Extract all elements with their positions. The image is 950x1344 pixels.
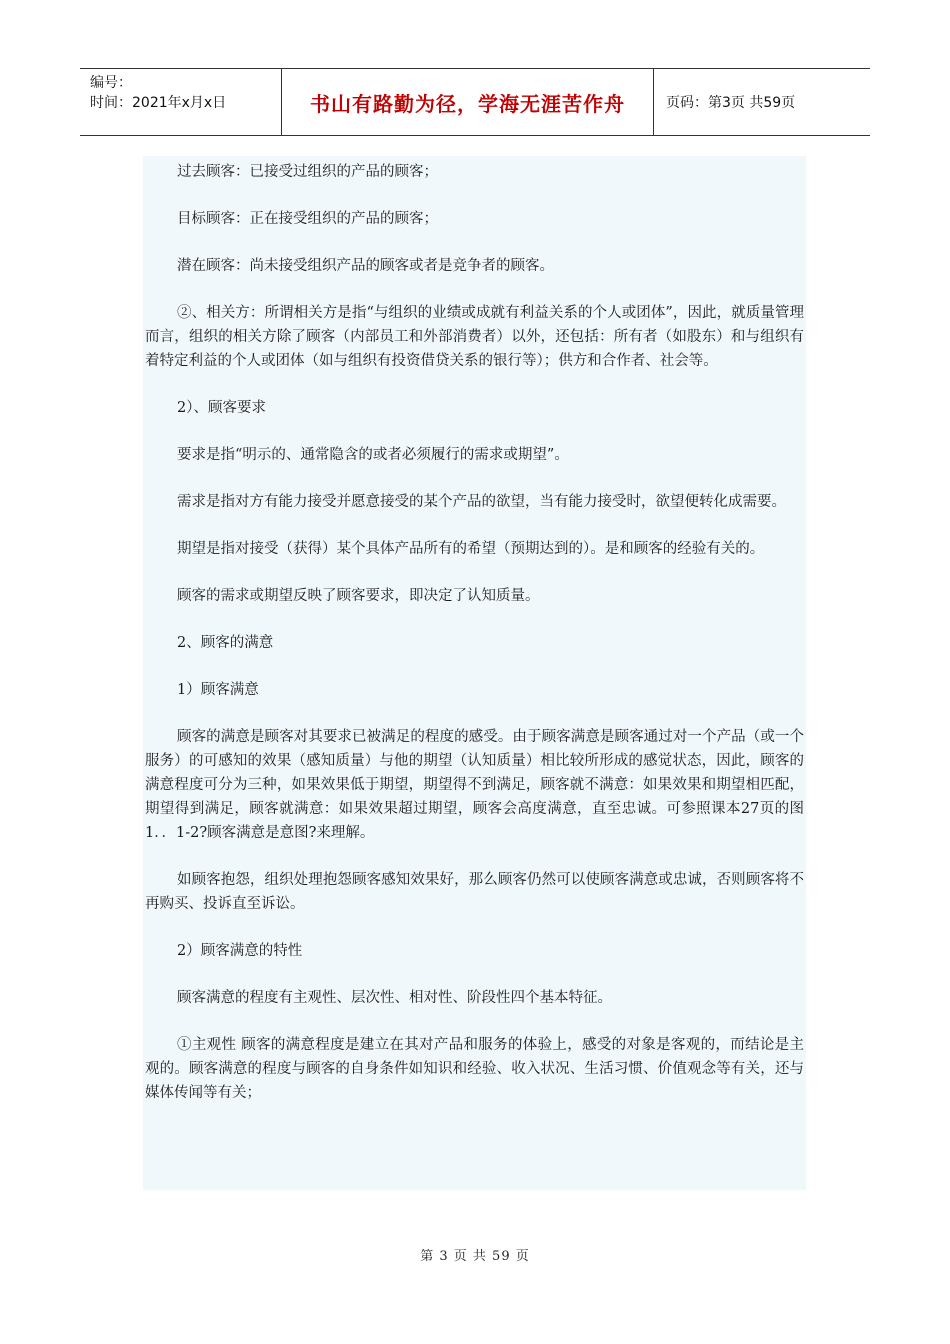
paragraph: 顾客满意的程度有主观性、层次性、相对性、阶段性四个基本特征。 — [177, 990, 612, 1006]
paragraph: 期望是指对接受（获得）某个具体产品所有的希望（预期达到的）。是和顾客的经验有关的。 — [177, 541, 765, 557]
paragraph: 需求是指对方有能力接受并愿意接受的某个产品的欲望，当有能力接受时，欲望便转化成需要。 — [177, 494, 786, 510]
page-footer: 第 3 页 共 59 页 — [420, 1249, 530, 1264]
section-heading: 2）顾客满意的特性 — [177, 943, 303, 959]
section-heading: 2、顾客的满意 — [177, 635, 274, 651]
paragraph: 潜在顾客：尚未接受组织产品的顾客或者是竞争者的顾客。 — [177, 258, 554, 274]
paragraph: ①主观性 顾客的满意程度是建立在其对产品和服务的体验上，感受的对象是客观的，而结论是主观的。顾客满意的程度与顾客的自身条件如知识和经验、收入状况、生活习惯、价值观念等有关，还与媒体传闻等有关； — [145, 1037, 804, 1101]
paragraph: 如顾客抱怨，组织处理抱怨顾客感知效果好，那么顾客仍然可以使顾客满意或忠诚，否则顾客将不再购买、投诉直至诉讼。 — [145, 872, 804, 912]
header-page-info: 页码：第3页 共59页 — [666, 95, 796, 111]
page-header — [80, 68, 870, 136]
header-meta — [80, 69, 282, 135]
serial-label: 编号： — [90, 75, 132, 91]
time-label: 时间：2021年x月x日 — [90, 95, 227, 111]
paragraph: 顾客的满意是顾客对其要求已被满足的程度的感受。由于顾客满意是顾客通过对一个产品（或一个服务）的可感知的效果（感知质量）与他的期望（认知质量）相比较所形成的感觉状态，因此，顾客的满意程度可分为三种，如果效果低于期望，期望得不到满足，顾客就不满意：如果效果和期望相匹配，期望得到满足，顾客就满意：如果效果超过期望，顾客会高度满意，直至忠诚。可参照课本27页的图1．．1-2?顾客满意是意图?来理解。 — [145, 729, 804, 841]
document-body — [143, 156, 806, 1190]
paragraph: 顾客的需求或期望反映了顾客要求，即决定了认知质量。 — [177, 588, 540, 604]
paragraph: 要求是指“明示的、通常隐含的或者必须履行的需求或期望”。 — [177, 447, 569, 463]
paragraph: 目标顾客：正在接受组织的产品的顾客； — [177, 211, 438, 227]
paragraph: ②、相关方：所谓相关方是指“与组织的业绩或成就有利益关系的个人或团体”，因此，就质量管理而言，组织的相关方除了顾客（内部员工和外部消费者）以外，还包括：所有者（如股东）和与组织有着特定利益的个人或团体（如与组织有投资借贷关系的银行等）；供方和合作者、社会等。 — [145, 305, 804, 369]
header-motto: 书山有路勤为径，学海无涯苦作舟 — [282, 69, 654, 135]
section-heading: 1）顾客满意 — [177, 682, 259, 698]
section-heading: 2）、顾客要求 — [177, 400, 266, 416]
paragraph: 过去顾客：已接受过组织的产品的顾客； — [177, 164, 438, 180]
